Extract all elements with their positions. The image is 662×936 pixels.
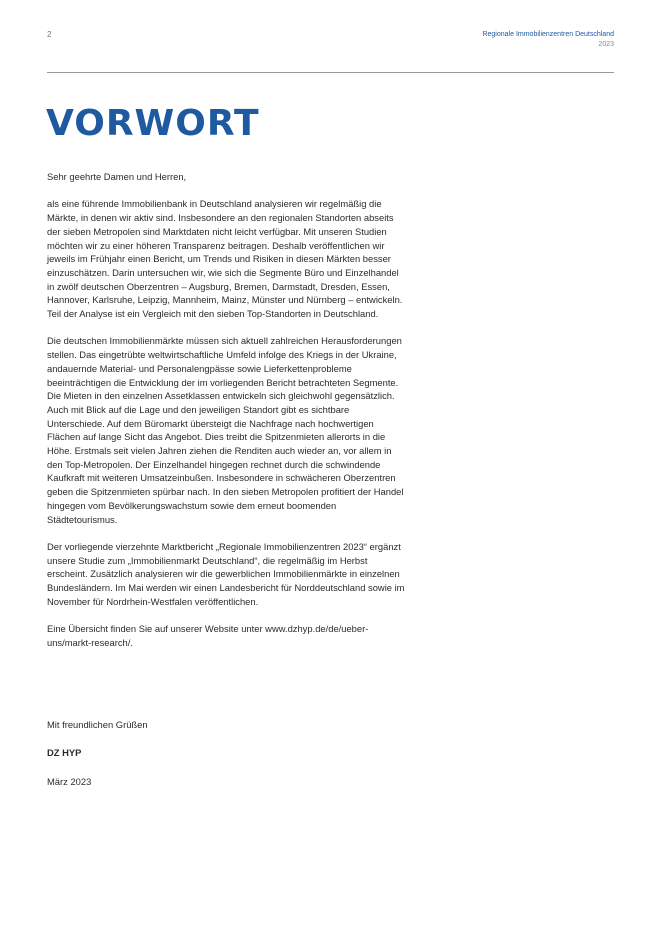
sender: DZ HYP [47, 747, 82, 758]
paragraph-website: Eine Übersicht finden Sie auf unserer Website unter www.dzhyp.de/de/ueber-uns/markt-research/. [47, 623, 369, 648]
paragraph-market: Die deutschen Immobilienmärkte müssen sich aktuell zahlreichen Herausforderungen stellen. Das eingetrübte weltwirtschaftliche Umfeld infolge des Kriegs in der Ukraine, andauernde Material- und Personalengpässe sowie Lieferkettenprobleme beeinträchtigen die Entwicklung der im vorliegenden Bericht betrachteten Segmente. Die Mieten in den einzelnen Assetklassen entwickeln sich gleichwohl gegensätzlich. Auch mit Blick auf die Lage und den jeweiligen Standort gibt es sichtbare Unterschiede. Auf dem Büromarkt übersteigt die Nachfrage nach hochwertigen Flächen auf lange Sicht das Angebot. Dies treibt die Spitzenmieten allerorts in die Höhe. Erstmals seit vielen Jahren ziehen die Renditen auch wieder an, vor allem in den Top-Metropolen. Der Einzelhandel hingegen rechnet durch die schwindende Kaufkraft mit weiteren Umsatzeinbußen. Insbesondere in schwächeren Oberzentren geben die Spitzenmieten spürbar nach. In den sieben Metropolen profitiert der Handel hingegen vom Bevölkerungswachstum sowie dem erneut boomenden Städtetourismus. [47, 335, 404, 525]
date: März 2023 [47, 776, 92, 787]
running-header [482, 30, 614, 50]
paragraph-intro: als eine führende Immobilienbank in Deutschland analysieren wir regelmäßig die Märkte, in denen wir aktiv sind. Insbesondere an den regionalen Standorten abseits der sieben Metropolen sind Marktdaten nicht leicht verfügbar. Mit unseren Studien möchten wir zu einer höheren Transparenz beitragen. Deshalb veröffentlichen wir jeweils im Frühjahr einen Bericht, um Trends und Risiken in diesen Märkten besser einzuschätzen. Darin untersuchen wir, wie sich die Segmente Büro und Einzelhandel in zwölf deutschen Oberzentren – Augsburg, Bremen, Darmstadt, Dresden, Essen, Hannover, Karlsruhe, Leipzig, Mannheim, Mainz, Münster und Nürnberg – entwickeln. Teil der Analyse ist ein Vergleich mit den sieben Top-Standorten in Deutschland. [47, 198, 403, 320]
header-divider [47, 72, 614, 73]
greeting: Sehr geehrte Damen und Herren, [47, 171, 187, 182]
paragraph-reports: Der vorliegende vierzehnte Marktbericht „Regionale Immobilienzentren 2023“ ergänzt unsere Studie zum „Immobilienmarkt Deutschland“, die regelmäßig im Herbst erscheint. Zusätzlich analysieren wir die gewerblichen Immobilienmärkte in einzelnen Bundesländern. Im Mai werden wir einen Landesbericht für Norddeutschland sowie im November für Nordrhein-Westfalen veröffentlichen. [47, 540, 405, 607]
page-number: 2 [47, 30, 52, 39]
publication-title: Regionale Immobilienzentren Deutschland [482, 31, 614, 38]
letter-body [47, 170, 407, 663]
closing: Mit freundlichen Grüßen [47, 719, 148, 730]
publication-year: 2023 [598, 41, 614, 48]
page-title: VORWORT [46, 103, 260, 144]
